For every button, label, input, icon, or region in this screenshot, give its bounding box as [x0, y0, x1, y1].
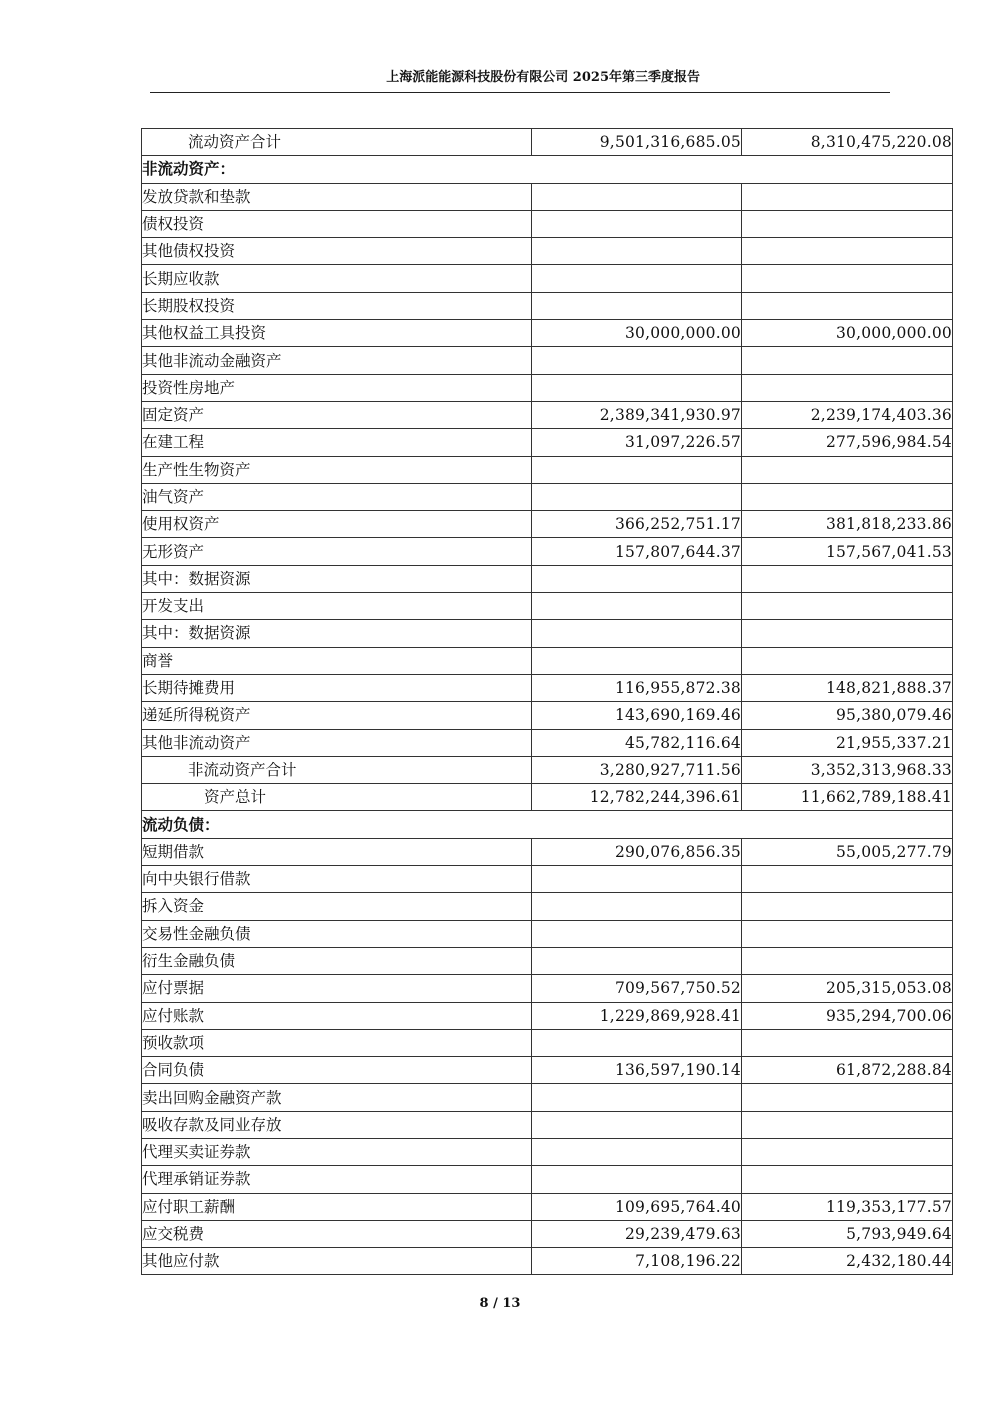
prior-year-end-value [742, 1084, 953, 1111]
prior-year-end-value: 381,818,233.86 [742, 511, 953, 538]
table-row [142, 292, 953, 319]
period-end-value [532, 347, 742, 374]
table-row [142, 129, 953, 156]
table-row [142, 920, 953, 947]
prior-year-end-value [742, 292, 953, 319]
period-end-value [532, 238, 742, 265]
prior-year-end-value: 205,315,053.08 [742, 975, 953, 1002]
table-row [142, 702, 953, 729]
period-end-value [532, 647, 742, 674]
period-end-value [532, 456, 742, 483]
balance-sheet-body [142, 129, 953, 1275]
table-row [142, 593, 953, 620]
row-label: 递延所得税资产 [142, 702, 532, 729]
row-label: 投资性房地产 [142, 374, 532, 401]
period-end-value: 7,108,196.22 [532, 1248, 742, 1275]
period-end-value: 109,695,764.40 [532, 1193, 742, 1220]
row-label: 合同负债 [142, 1057, 532, 1084]
row-label: 卖出回购金融资产款 [142, 1084, 532, 1111]
period-end-value [532, 1029, 742, 1056]
table-row [142, 1193, 953, 1220]
row-label: 长期应收款 [142, 265, 532, 292]
row-label: 其他非流动金融资产 [142, 347, 532, 374]
table-row [142, 647, 953, 674]
period-end-value: 290,076,856.35 [532, 838, 742, 865]
table-row [142, 729, 953, 756]
table-row [142, 975, 953, 1002]
table-row [142, 511, 953, 538]
row-label: 向中央银行借款 [142, 866, 532, 893]
prior-year-end-value [742, 1166, 953, 1193]
table-row [142, 401, 953, 428]
period-end-value [532, 374, 742, 401]
table-row [142, 1166, 953, 1193]
row-label: 无形资产 [142, 538, 532, 565]
prior-year-end-value [742, 265, 953, 292]
prior-year-end-value: 30,000,000.00 [742, 320, 953, 347]
row-label: 流动资产合计 [142, 129, 532, 156]
period-end-value [532, 1166, 742, 1193]
row-label: 非流动资产合计 [142, 756, 532, 783]
page-number: 8 / 13 [479, 1296, 521, 1311]
row-label: 代理买卖证券款 [142, 1138, 532, 1165]
prior-year-end-value: 8,310,475,220.08 [742, 129, 953, 156]
prior-year-end-value [742, 456, 953, 483]
row-label: 发放贷款和垫款 [142, 183, 532, 210]
period-end-value [532, 593, 742, 620]
row-label: 代理承销证券款 [142, 1166, 532, 1193]
table-row [142, 1002, 953, 1029]
row-label: 生产性生物资产 [142, 456, 532, 483]
row-label: 其他应付款 [142, 1248, 532, 1275]
row-label: 应付票据 [142, 975, 532, 1002]
prior-year-end-value [742, 183, 953, 210]
table-row [142, 784, 953, 811]
table-row [142, 538, 953, 565]
period-end-value [532, 292, 742, 319]
row-label: 开发支出 [142, 593, 532, 620]
prior-year-end-value [742, 210, 953, 237]
table-row [142, 347, 953, 374]
period-end-value: 29,239,479.63 [532, 1220, 742, 1247]
balance-sheet-table [141, 128, 953, 1275]
period-end-value: 136,597,190.14 [532, 1057, 742, 1084]
table-row [142, 838, 953, 865]
row-label: 油气资产 [142, 483, 532, 510]
row-label: 交易性金融负债 [142, 920, 532, 947]
row-label: 在建工程 [142, 429, 532, 456]
period-end-value [532, 893, 742, 920]
row-label: 其中：数据资源 [142, 620, 532, 647]
row-label: 固定资产 [142, 401, 532, 428]
row-label: 长期待摊费用 [142, 674, 532, 701]
period-end-value [532, 947, 742, 974]
table-row [142, 374, 953, 401]
table-row [142, 429, 953, 456]
table-row [142, 1220, 953, 1247]
report-title: 上海派能能源科技股份有限公司 2025年第三季度报告 [386, 70, 700, 85]
page-header [150, 68, 890, 93]
section-heading: 非流动资产： [142, 156, 953, 183]
prior-year-end-value [742, 1138, 953, 1165]
prior-year-end-value [742, 1111, 953, 1138]
prior-year-end-value: 119,353,177.57 [742, 1193, 953, 1220]
table-row [142, 183, 953, 210]
period-end-value: 3,280,927,711.56 [532, 756, 742, 783]
row-label: 拆入资金 [142, 893, 532, 920]
table-row [142, 620, 953, 647]
period-end-value [532, 1084, 742, 1111]
row-label: 衍生金融负债 [142, 947, 532, 974]
period-end-value: 366,252,751.17 [532, 511, 742, 538]
prior-year-end-value: 61,872,288.84 [742, 1057, 953, 1084]
row-label: 吸收存款及同业存放 [142, 1111, 532, 1138]
prior-year-end-value [742, 593, 953, 620]
row-label: 应交税费 [142, 1220, 532, 1247]
table-row [142, 866, 953, 893]
prior-year-end-value: 2,239,174,403.36 [742, 401, 953, 428]
table-row [142, 210, 953, 237]
row-label: 其中：数据资源 [142, 565, 532, 592]
period-end-value [532, 620, 742, 647]
period-end-value [532, 265, 742, 292]
table-row [142, 947, 953, 974]
row-label: 债权投资 [142, 210, 532, 237]
prior-year-end-value: 55,005,277.79 [742, 838, 953, 865]
table-row [142, 1057, 953, 1084]
prior-year-end-value [742, 647, 953, 674]
prior-year-end-value [742, 866, 953, 893]
table-row [142, 238, 953, 265]
table-row [142, 756, 953, 783]
table-row [142, 456, 953, 483]
period-end-value [532, 866, 742, 893]
prior-year-end-value [742, 374, 953, 401]
period-end-value [532, 183, 742, 210]
row-label: 其他非流动资产 [142, 729, 532, 756]
period-end-value [532, 1111, 742, 1138]
period-end-value [532, 565, 742, 592]
table-row [142, 156, 953, 183]
period-end-value [532, 920, 742, 947]
row-label: 使用权资产 [142, 511, 532, 538]
prior-year-end-value [742, 893, 953, 920]
prior-year-end-value: 277,596,984.54 [742, 429, 953, 456]
prior-year-end-value [742, 565, 953, 592]
prior-year-end-value: 5,793,949.64 [742, 1220, 953, 1247]
row-label: 短期借款 [142, 838, 532, 865]
prior-year-end-value: 157,567,041.53 [742, 538, 953, 565]
prior-year-end-value [742, 920, 953, 947]
row-label: 其他权益工具投资 [142, 320, 532, 347]
period-end-value: 30,000,000.00 [532, 320, 742, 347]
period-end-value [532, 1138, 742, 1165]
row-label: 长期股权投资 [142, 292, 532, 319]
period-end-value [532, 483, 742, 510]
period-end-value: 157,807,644.37 [532, 538, 742, 565]
period-end-value: 45,782,116.64 [532, 729, 742, 756]
table-row [142, 811, 953, 838]
section-heading: 流动负债： [142, 811, 953, 838]
period-end-value [532, 210, 742, 237]
table-row [142, 674, 953, 701]
row-label: 其他债权投资 [142, 238, 532, 265]
period-end-value: 143,690,169.46 [532, 702, 742, 729]
period-end-value: 116,955,872.38 [532, 674, 742, 701]
period-end-value: 1,229,869,928.41 [532, 1002, 742, 1029]
table-row [142, 320, 953, 347]
prior-year-end-value: 21,955,337.21 [742, 729, 953, 756]
table-row [142, 1248, 953, 1275]
table-row [142, 1029, 953, 1056]
period-end-value: 2,389,341,930.97 [532, 401, 742, 428]
prior-year-end-value [742, 347, 953, 374]
period-end-value: 9,501,316,685.05 [532, 129, 742, 156]
prior-year-end-value: 148,821,888.37 [742, 674, 953, 701]
prior-year-end-value: 2,432,180.44 [742, 1248, 953, 1275]
table-row [142, 265, 953, 292]
prior-year-end-value [742, 620, 953, 647]
prior-year-end-value: 11,662,789,188.41 [742, 784, 953, 811]
table-row [142, 483, 953, 510]
period-end-value: 12,782,244,396.61 [532, 784, 742, 811]
period-end-value: 31,097,226.57 [532, 429, 742, 456]
row-label: 应付职工薪酬 [142, 1193, 532, 1220]
prior-year-end-value: 935,294,700.06 [742, 1002, 953, 1029]
row-label: 资产总计 [142, 784, 532, 811]
prior-year-end-value [742, 1029, 953, 1056]
table-row [142, 565, 953, 592]
prior-year-end-value: 95,380,079.46 [742, 702, 953, 729]
table-row [142, 1138, 953, 1165]
table-row [142, 1084, 953, 1111]
row-label: 商誉 [142, 647, 532, 674]
prior-year-end-value: 3,352,313,968.33 [742, 756, 953, 783]
prior-year-end-value [742, 947, 953, 974]
row-label: 预收款项 [142, 1029, 532, 1056]
table-row [142, 893, 953, 920]
table-row [142, 1111, 953, 1138]
row-label: 应付账款 [142, 1002, 532, 1029]
prior-year-end-value [742, 483, 953, 510]
period-end-value: 709,567,750.52 [532, 975, 742, 1002]
prior-year-end-value [742, 238, 953, 265]
